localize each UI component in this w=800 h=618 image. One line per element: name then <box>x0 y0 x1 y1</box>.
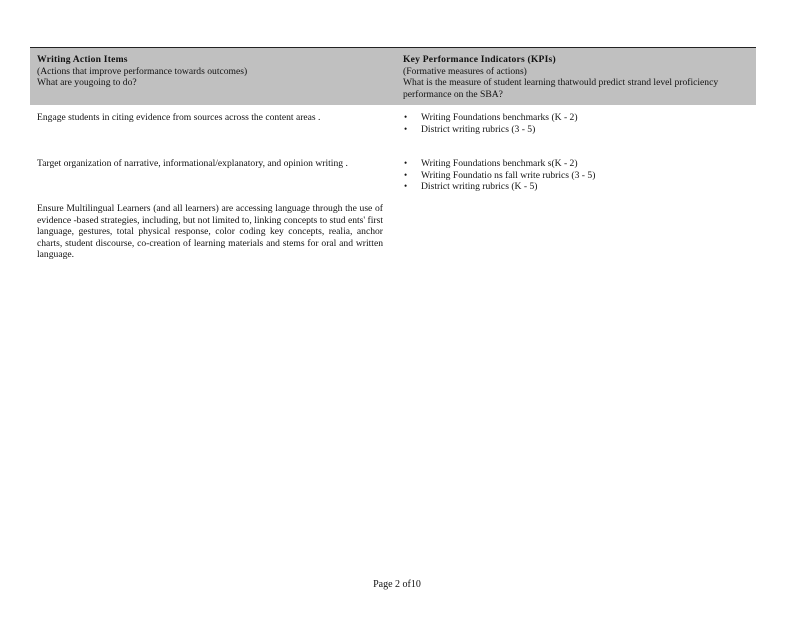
header-left-question: What are yougoing to do? <box>37 77 137 89</box>
table-row-1-action: Engage students in citing evidence from sources across the content areas . <box>37 112 321 123</box>
list-item <box>403 112 743 124</box>
header-right-subtitle: (Formative measures of actions) <box>403 65 527 77</box>
table-row-3-action: Ensure Multilingual Learners (and all learners) are accessing language through the use of evidence -based strategies, including, but not limited to, linking concepts to stud ents' first language, gestures, total physical response, color coding key concepts, realia, anchor charts, student discourse, co-creation of learning materials and stems for oral and written language. <box>37 203 383 261</box>
table-row-2-kpis <box>403 158 743 193</box>
bullet-icon: • <box>404 158 408 168</box>
header-right-title: Key Performance Indicators (KPIs) <box>403 54 556 65</box>
kpi-text: Writing Foundations benchmark s(K - 2) <box>421 158 578 169</box>
page-number: Page 2 of10 <box>373 579 421 590</box>
list-item <box>403 124 743 136</box>
list-item <box>403 158 743 170</box>
header-left-subtitle: (Actions that improve performance towards outcomes) <box>37 65 248 77</box>
list-item <box>403 181 743 193</box>
kpi-list <box>403 112 743 135</box>
kpi-text: District writing rubrics (3 - 5) <box>421 123 536 135</box>
bullet-icon: • <box>404 112 408 122</box>
kpi-text: Writing Foundatio ns fall write rubrics (3 - 5) <box>421 169 596 181</box>
table-row-1-kpis <box>403 112 743 135</box>
bullet-icon: • <box>404 169 408 180</box>
kpi-text: District writing rubrics (K - 5) <box>421 181 538 193</box>
header-kpis <box>403 54 748 100</box>
kpi-text: Writing Foundations benchmarks (K - 2) <box>421 112 578 123</box>
kpi-list <box>403 158 743 193</box>
bullet-icon: • <box>404 181 408 192</box>
list-item <box>403 170 743 182</box>
bullet-icon: • <box>404 123 408 134</box>
table-row-2-action: Target organization of narrative, informational/explanatory, and opinion writing . <box>37 158 348 169</box>
header-right-question: What is the measure of student learning thatwould predict strand level proficiency performance on the SBA? <box>403 77 719 100</box>
header-left-title: Writing Action Items <box>37 54 128 65</box>
header-writing-action-items <box>37 54 392 89</box>
table-header-row <box>30 48 756 105</box>
